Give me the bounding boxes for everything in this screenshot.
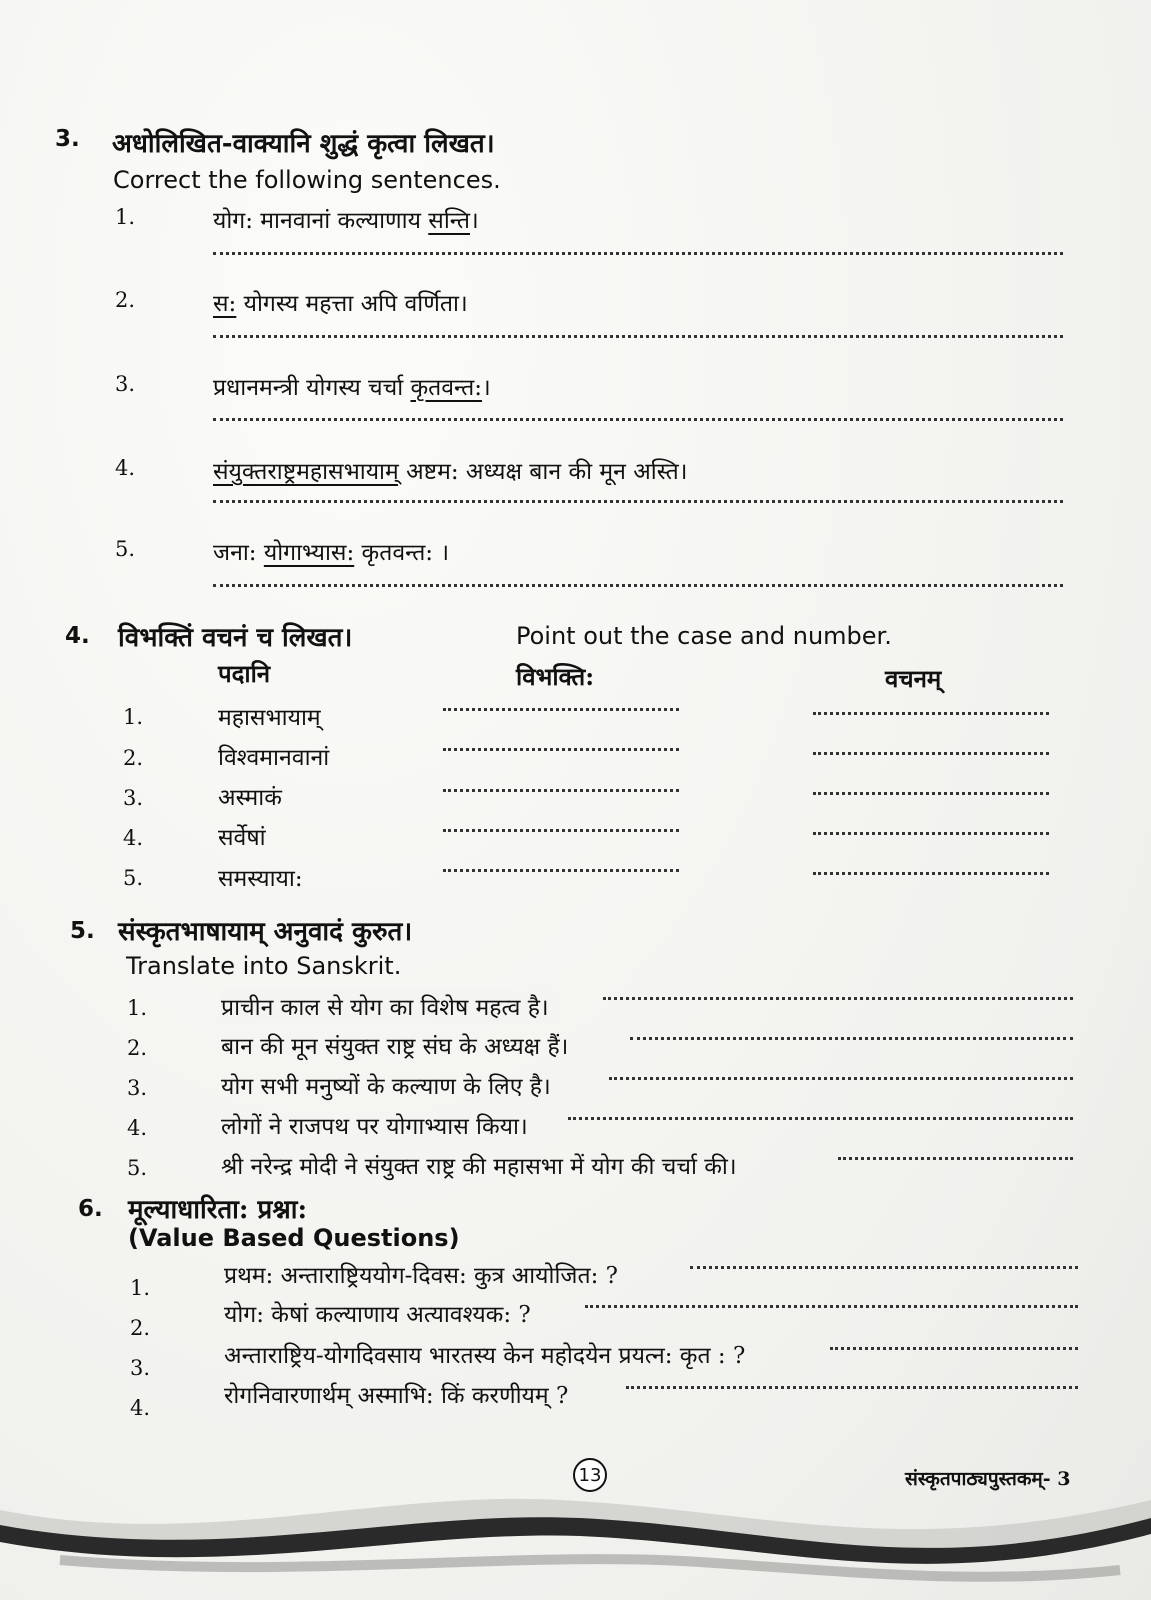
q5-item-3-answer-line[interactable]	[609, 1075, 1073, 1080]
q4-item-3-word: अस्माकं	[218, 785, 282, 811]
q3-item-3-number: 3.	[115, 372, 136, 396]
q4-column-number: वचनम्	[885, 664, 942, 693]
q5-item-5-answer-line[interactable]	[838, 1155, 1073, 1160]
q5-number: 5.	[70, 918, 95, 944]
q3-item-1-number: 1.	[115, 205, 136, 229]
q6-item-4-number: 4.	[130, 1396, 151, 1420]
q3-item-4-answer-line[interactable]	[213, 498, 1063, 503]
q3-item-2-answer-line[interactable]	[213, 333, 1063, 338]
q5-item-5-number: 5.	[127, 1156, 148, 1180]
q4-item-5-number-line[interactable]	[813, 870, 1049, 875]
q6-heading: मूल्याधारिता: प्रश्ना:	[128, 1195, 308, 1225]
q5-item-4-answer-line[interactable]	[568, 1115, 1073, 1120]
q5-item-5-text: श्री नरेन्द्र मोदी ने संयुक्त राष्ट्र की महासभा में योग की चर्चा की।	[221, 1154, 737, 1180]
q4-item-3-case-line[interactable]	[443, 787, 679, 792]
q3-number: 3.	[55, 126, 80, 152]
book-title: संस्कृतपाठ्यपुस्तकम्- 3	[905, 1468, 1071, 1490]
q4-number: 4.	[65, 623, 90, 649]
q4-item-3-number: 3.	[123, 786, 144, 810]
q6-item-1-text: प्रथम: अन्ताराष्ट्रिययोग-दिवस: कुत्र आयोजित: ?	[224, 1263, 618, 1289]
q3-item-5-number: 5.	[115, 537, 136, 561]
q3-item-3-underlined: कृतवन्त:	[410, 375, 482, 401]
q4-item-1-number-line[interactable]	[813, 710, 1049, 715]
q5-item-2-number: 2.	[127, 1036, 148, 1060]
q5-item-3-number: 3.	[127, 1076, 148, 1100]
q4-item-2-number-line[interactable]	[813, 750, 1049, 755]
q4-item-2-number: 2.	[123, 746, 144, 770]
q5-item-1-number: 1.	[127, 996, 148, 1020]
q5-item-1-answer-line[interactable]	[603, 995, 1073, 1000]
q4-item-3-number-line[interactable]	[813, 790, 1049, 795]
q4-column-words: पदानि	[218, 659, 271, 688]
q3-item-3-answer-line[interactable]	[213, 416, 1063, 421]
q3-item-4-underlined: संयुक्तराष्ट्रमहासभायाम्	[213, 459, 399, 485]
q3-english: Correct the following sentences.	[113, 166, 501, 194]
q6-item-2-number: 2.	[130, 1316, 151, 1340]
q4-item-5-word: समस्याया:	[218, 866, 303, 892]
q5-heading: संस्कृतभाषायाम् अनुवादं कुरुत।	[118, 917, 413, 947]
q3-item-2-underlined: स:	[213, 291, 237, 317]
q6-english: (Value Based Questions)	[128, 1224, 460, 1252]
q3-item-4-number: 4.	[115, 456, 136, 480]
q5-item-2-answer-line[interactable]	[630, 1035, 1073, 1040]
q6-item-3-number: 3.	[130, 1356, 151, 1380]
q4-item-1-case-line[interactable]	[443, 706, 679, 711]
q6-item-1-number: 1.	[130, 1276, 151, 1300]
q4-item-5-case-line[interactable]	[443, 867, 679, 872]
q3-item-2-text: स: योगस्य महत्ता अपि वर्णिता।	[213, 291, 468, 317]
q4-item-2-word: विश्वमानवानां	[218, 745, 330, 771]
q5-item-4-number: 4.	[127, 1116, 148, 1140]
q6-item-1-answer-line[interactable]	[690, 1264, 1078, 1269]
q3-item-5-text: जना: योगाभ्यास: कृतवन्त: ।	[213, 540, 450, 566]
q4-item-5-number: 5.	[123, 866, 144, 890]
q3-item-1-underlined: सन्ति	[428, 208, 470, 234]
q6-item-2-text: योग: केषां कल्याणाय अत्यावश्यक: ?	[224, 1302, 531, 1328]
q4-item-4-number: 4.	[123, 826, 144, 850]
q5-english: Translate into Sanskrit.	[126, 952, 402, 980]
q3-item-5-answer-line[interactable]	[213, 582, 1063, 587]
q6-item-2-answer-line[interactable]	[585, 1303, 1078, 1308]
q3-item-1-text: योग: मानवानां कल्याणाय सन्ति।	[213, 208, 479, 234]
q6-number: 6.	[78, 1196, 103, 1222]
q3-item-4-text: संयुक्तराष्ट्रमहासभायाम् अष्टम: अध्यक्ष बान की मून अस्ति।	[213, 459, 688, 485]
q3-item-2-number: 2.	[115, 288, 136, 312]
q4-item-4-case-line[interactable]	[443, 827, 679, 832]
q5-item-4-text: लोगों ने राजपथ पर योगाभ्यास किया।	[221, 1114, 528, 1140]
q5-item-3-text: योग सभी मनुष्यों के कल्याण के लिए है।	[221, 1074, 551, 1100]
q4-item-2-case-line[interactable]	[443, 746, 679, 751]
q5-item-2-text: बान की मून संयुक्त राष्ट्र संघ के अध्यक्ष हैं।	[221, 1034, 569, 1060]
q5-item-1-text: प्राचीन काल से योग का विशेष महत्व है।	[221, 990, 555, 1022]
q6-item-4-text: रोगनिवारणार्थम् अस्माभि: किं करणीयम् ?	[224, 1383, 569, 1409]
q6-item-3-text: अन्ताराष्ट्रिय-योगदिवसाय भारतस्य केन महोदयेन प्रयत्न: कृत : ?	[224, 1343, 746, 1369]
q4-english: Point out the case and number.	[516, 622, 892, 650]
q4-column-case: विभक्ति:	[516, 662, 595, 691]
q3-heading: अधोलिखित-वाक्यानि शुद्धं कृत्वा लिखत।	[112, 129, 495, 159]
q4-item-4-word: सर्वेषां	[218, 825, 266, 851]
q4-item-1-word: महासभायाम्	[218, 705, 321, 731]
q4-heading: विभक्तिं वचनं च लिखत।	[118, 623, 353, 653]
q4-item-4-number-line[interactable]	[813, 830, 1049, 835]
q3-item-5-underlined: योगाभ्यास:	[263, 540, 355, 566]
q6-item-3-answer-line[interactable]	[830, 1345, 1078, 1350]
q4-item-1-number: 1.	[123, 705, 144, 729]
page-number: 13	[573, 1458, 607, 1492]
q3-item-3-text: प्रधानमन्त्री योगस्य चर्चा कृतवन्त:।	[213, 375, 491, 401]
q6-item-4-answer-line[interactable]	[626, 1384, 1078, 1389]
q3-item-1-answer-line[interactable]	[213, 250, 1063, 255]
